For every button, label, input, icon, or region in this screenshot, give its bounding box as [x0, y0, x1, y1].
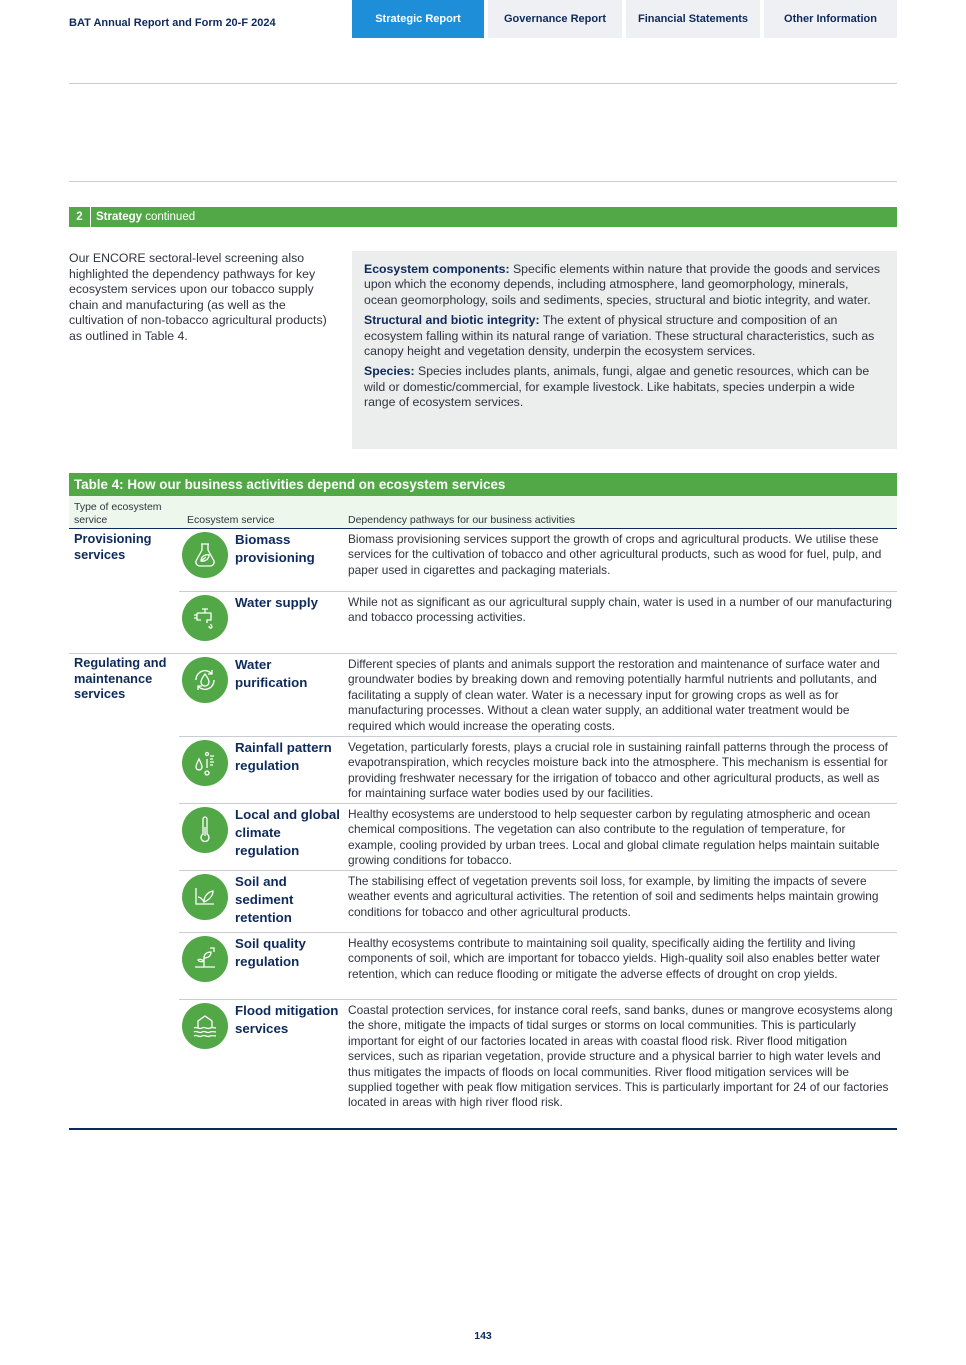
service-description: The stabilising effect of vegetation prevents soil loss, for example, by limiting the impacts of severe weather events and agricultural activities. The retention of soil and sediments helps maintain growing conditions for tobacco and other agricultural products.	[348, 874, 879, 919]
table-row	[179, 591, 897, 653]
table-row	[179, 870, 897, 932]
report-title: BAT Annual Report and Form 20-F 2024	[69, 17, 276, 29]
intro-paragraph: Our ENCORE sectoral-level screening also highlighted the dependency pathways for key ecosystem services upon our tobacco supply chain and manufacturing (as well as the cultivation of non-tobacco agricultural products) as outlined in Table 4.	[69, 251, 327, 343]
service-description: While not as significant as our agricultural supply chain, water is used in a number of our manufacturing and tobacco processing activities.	[348, 595, 892, 625]
table-title: Table 4: How our business activities depend on ecosystem services	[69, 473, 897, 496]
service-name: Water supply	[235, 595, 318, 610]
service-description: Coastal protection services, for instance coral reefs, sand banks, dunes or mangrove ecosystems along the shore, mitigate the impacts of tidal surges or storms on local communities. This is particularly important for eight of our factories located in areas with coastal flood risk. River flood mitigation services, such as riparian vegetation, provide structure and a physical barrier to high water levels and thus mitigates the impacts of floods on local communities. River flood mitigation services will be supplied together with peak flow mitigation services. This is particularly important for 24 of our factories located in areas with high river flood risk.	[348, 1003, 893, 1110]
column-header-type: Type of ecosystem service	[74, 501, 162, 526]
flood-icon	[182, 1003, 228, 1049]
service-name: Soil quality regulation	[235, 936, 306, 969]
service-name: Water purification	[235, 657, 308, 690]
definition-term: Structural and biotic integrity:	[364, 313, 540, 328]
tab-financial-statements[interactable]: Financial Statements	[626, 0, 760, 38]
service-description: Vegetation, particularly forests, plays a crucial role in sustaining rainfall patterns through the process of evapotranspiration, which recycles moisture back into the atmosphere. This mechanism is essential for providing freshwater necessary for the irrigation of tobacco and other agricultural products, as well as for maintaining surface water bodies used by our facilities.	[348, 740, 888, 801]
table-header	[69, 496, 897, 529]
table-row	[179, 932, 897, 999]
definition-structural-integrity	[364, 313, 881, 359]
definition-term: Ecosystem components:	[364, 262, 510, 276]
tab-governance-report[interactable]: Governance Report	[488, 0, 622, 38]
category-provisioning: Provisioning services	[74, 531, 152, 562]
section-title-rest: continued	[145, 211, 196, 223]
top-navigation	[0, 0, 966, 40]
tab-other-information[interactable]: Other Information	[764, 0, 897, 38]
definition-term: Species:	[364, 364, 415, 379]
definition-text: The extent of physical structure and composition of an ecosystem falling within its natural range of variation. These structural characteristics, such as canopy height and vegetation density, underpin the ecosystem services.	[364, 313, 875, 359]
service-name: Soil and sediment retention	[235, 874, 294, 925]
service-description: Different species of plants and animals support the restoration and maintenance of surface water and groundwater bodies by breaking down and removing potentially harmful nutrients and pollutants, and facilitating a supply of clean water. Water is a necessary input for growing crops as well as for manufacturing processes. Without a clean water supply, an additional water treatment would be required which would increase the operating costs.	[348, 657, 880, 733]
definition-text: Species includes plants, animals, fungi, algae and genetic resources, which can be wild or domestic/commercial, for example livestock. Like habitats, species underpin a wide range of ecosystem services.	[364, 364, 870, 410]
service-description: Biomass provisioning services support the growth of crops and agricultural products. We utilise these services for the cultivation of tobacco and other agricultural products, such as wood for fuel, pulp, and paper used in cigarettes and packaging materials.	[348, 532, 882, 577]
service-description: Healthy ecosystems contribute to maintaining soil quality, specifically aiding the fertility and living components of soil, which are important for tobacco yields. High-quality soil also enables better water retention, which can reduce flooding or mitigate the adverse effects of drought on crop yields.	[348, 936, 881, 981]
definition-ecosystem-components	[364, 262, 881, 308]
column-header-service: Ecosystem service	[187, 514, 275, 526]
definitions-box	[352, 251, 897, 449]
divider	[69, 181, 897, 182]
table-bottom-rule	[69, 1128, 897, 1130]
table-row	[179, 999, 897, 1128]
thermometer-icon	[182, 807, 228, 853]
definition-text: Specific elements within nature that provide the goods and services upon which the economy depends, including atmosphere, land geomorphology, minerals, ocean geomorphology, soils and sediments, species, structural and biotic integrity, and water.	[364, 262, 881, 307]
hand-plant-icon	[182, 874, 228, 920]
service-description: Healthy ecosystems are understood to help sequester carbon by regulating atmospheric and ocean chemical compositions. The vegetation can also contribute to the regulation of temperature, for example, cooling provided by urban trees. Local and global climate regulation helps maintain suitable growing conditions for tobacco.	[348, 807, 880, 868]
section-title	[91, 211, 195, 223]
definition-species	[364, 364, 881, 410]
rain-gauge-icon	[182, 740, 228, 786]
table-row	[179, 736, 897, 803]
section-header	[69, 207, 897, 227]
flask-leaf-icon	[182, 532, 228, 578]
tap-icon	[182, 595, 228, 641]
service-name: Biomass provisioning	[235, 532, 315, 565]
table-row	[179, 654, 897, 735]
water-cycle-icon	[182, 657, 228, 703]
table-row	[179, 803, 897, 870]
tab-strategic-report[interactable]: Strategic Report	[352, 0, 484, 38]
section-number: 2	[69, 207, 91, 227]
page-number: 143	[474, 1330, 492, 1342]
section-title-bold: Strategy	[96, 211, 143, 223]
table-row	[179, 529, 897, 591]
service-name: Flood mitigation services	[235, 1003, 339, 1036]
service-name: Local and global climate regulation	[235, 807, 340, 858]
column-header-pathway: Dependency pathways for our business activities	[348, 514, 576, 526]
divider	[69, 83, 897, 84]
service-name: Rainfall pattern regulation	[235, 740, 332, 773]
seedling-icon	[182, 936, 228, 982]
category-regulating: Regulating and maintenance services	[74, 655, 167, 701]
